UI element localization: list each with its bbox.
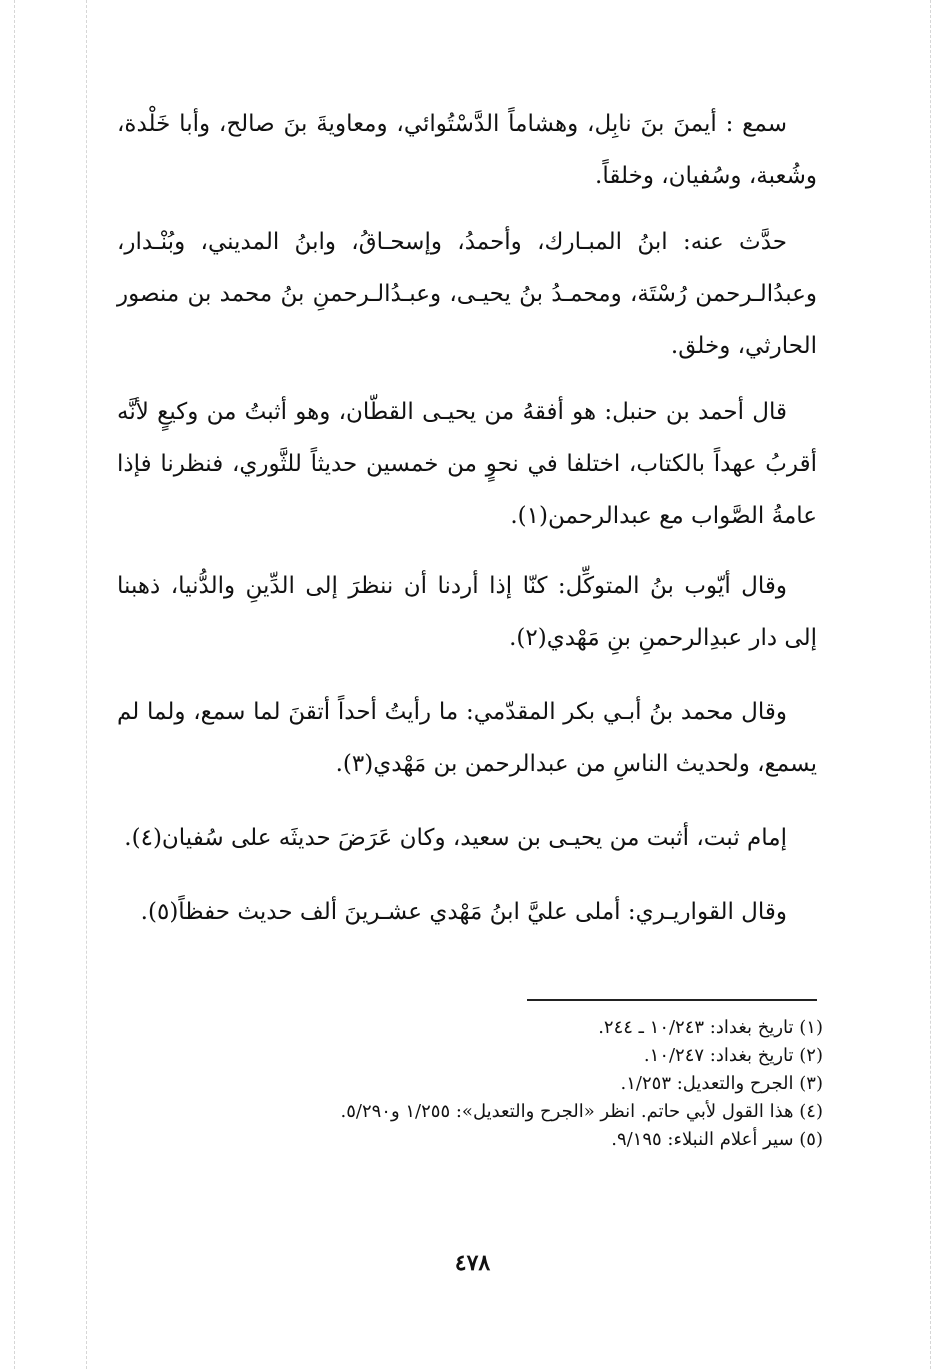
main-text-body	[117, 98, 817, 960]
footnote-4: (٤) هذا القول لأبي حاتم. انظر «الجرح والتعديل»: ١/٢٥٥ و٥/٢٩٠.	[340, 1101, 823, 1122]
page-number: ٤٧٨	[454, 1250, 491, 1276]
paragraph-ayyub-ibn-al-mutawakkil: وقال أيّوب بنُ المتوكِّل: كنّا إذا أردنا أن ننظرَ إلى الدِّينِ والدُّنيا، ذهبنا إلى دار عبدِالرحمنِ بنِ مَهْدي(٢).	[117, 573, 817, 651]
footnote-5: (٥) سير أعلام النبلاء: ٩/١٩٥.	[611, 1129, 823, 1150]
scan-artifact-line	[14, 0, 15, 1369]
paragraph-heard-from: سمع : أيمنَ بنَ نابِل، وهشاماً الدَّسْتُوائي، ومعاويةَ بنَ صالح، وأبا خَلْدة، وشُعبة، وسُفيان، وخلقاً.	[117, 111, 817, 189]
footnote-divider	[527, 999, 817, 1001]
paragraph-imam-thabt: إمام ثبت، أثبت من يحيـى بن سعيد، وكان عَرَضَ حديثَه على سُفيان(٤).	[124, 825, 787, 851]
footnote-3: (٣) الجرح والتعديل: ١/٢٥٣.	[620, 1073, 823, 1094]
paragraph-muhammad-al-muqaddami: وقال محمد بنُ أبـي بكر المقدّمي: ما رأيتُ أحداً أتقنَ لما سمع، ولما لم يسمع، ولحديث الناسِ من عبدالرحمن بن مَهْدي(٣).	[117, 699, 817, 777]
scan-artifact-line	[930, 0, 931, 1369]
scan-artifact-line	[86, 0, 87, 1369]
footnote-2: (٢) تاريخ بغداد: ١٠/٢٤٧.	[643, 1045, 823, 1066]
footnote-1: (١) تاريخ بغداد: ١٠/٢٤٣ ـ ٢٤٤.	[598, 1017, 823, 1038]
footnotes-section	[123, 1014, 823, 1154]
paragraph-narrated-from-him: حدَّث عنه: ابنُ المبـارك، وأحمدُ، وإسحـاقُ، وابنُ المديني، وبُنْـدار، وعبدُالـرحمن رُسْتَة، ومحمـدُ بنُ يحيـى، وعبـدُالـرحمنِ بنُ محمد بن منصور الحارثي، وخلق.	[117, 229, 817, 359]
paragraph-al-qawariri: وقال القواريـري: أملى عليَّ ابنُ مَهْدي عشـرينَ ألف حديث حفظاً(٥).	[140, 899, 787, 925]
paragraph-ahmad-ibn-hanbal: قال أحمد بن حنبل: هو أفقهُ من يحيـى القطّان، وهو أثبتُ من وكيعٍ لأنَّه أقربُ عهداً بالكتاب، اختلفا في نحوٍ من خمسين حديثاً للثَّوري، فنظرنا فإذا عامةُ الصَّواب مع عبدالرحمن(١).	[117, 399, 817, 529]
